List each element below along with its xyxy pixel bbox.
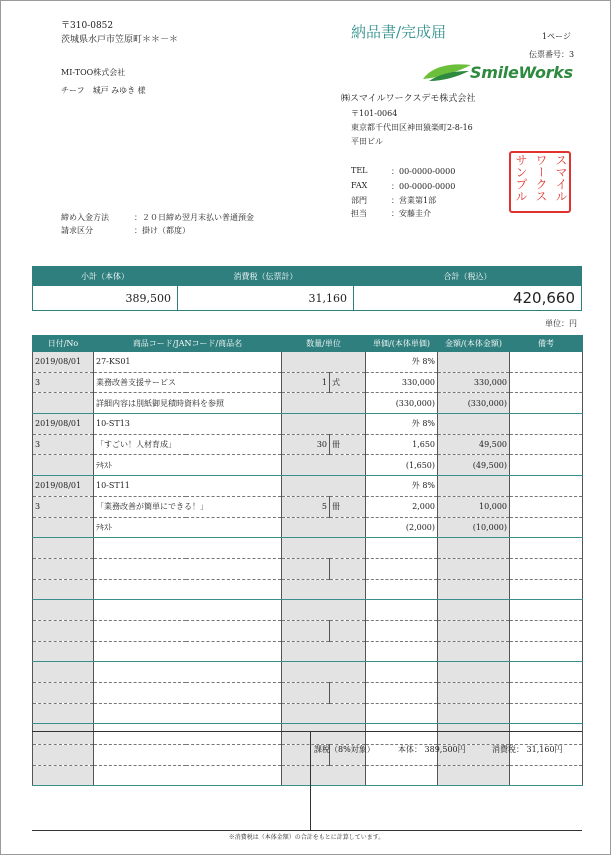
empty-row (33, 662, 583, 683)
issuer-postal: 〒101-0064 (351, 109, 398, 118)
detail-table (32, 335, 582, 786)
divider (310, 732, 311, 830)
total-value: 420,660 (354, 286, 582, 311)
dept-label: 部門 (351, 196, 367, 205)
subtotal-value: 389,500 (33, 286, 178, 311)
table-row: ﾃｷｽﾄ (2,000) (10,000) (33, 517, 583, 538)
fax-value: ：00-0000-0000 (391, 182, 456, 191)
total-header: 合計（税込） (354, 267, 582, 286)
fax-label: FAX (351, 181, 368, 190)
slip-number: 伝票番号：3 (529, 50, 575, 59)
col-quantity: 数量/単位 (282, 335, 366, 352)
tax-footnote: ※消費税は（本体金額）の合計をもとに計算しています。 (228, 834, 385, 841)
col-notes: 備考 (510, 335, 583, 352)
tel-value: ：00-0000-0000 (391, 167, 456, 176)
leaf-icon (419, 61, 473, 83)
empty-row (33, 641, 583, 662)
recipient-company: MI-TOO株式会社 (61, 68, 126, 77)
empty-row (33, 620, 583, 641)
stamp-col-1: スマイル (554, 154, 568, 202)
page-number: 1ページ (542, 32, 571, 41)
taxable-label: 課税（8%対象） (314, 745, 375, 754)
col-price: 単価/(本体単価) (366, 335, 438, 352)
issuer-building: 平田ビル (351, 137, 383, 146)
staff-value: ：安藤圭介 (391, 209, 431, 218)
empty-row (33, 683, 583, 704)
billing-category-label: 請求区分 (61, 226, 93, 235)
recipient-postal: 〒310-0852 (61, 21, 114, 31)
empty-row (33, 538, 583, 559)
taxable-base: 本体： 389,500円 (398, 745, 466, 754)
empty-row (33, 600, 583, 621)
recipient-address: 茨城県水戸市笠原町＊＊－＊ (61, 35, 179, 45)
tax-value: 31,160 (178, 286, 354, 311)
company-seal-stamp (509, 151, 571, 213)
table-row: 2019/08/01 27-KS01 外 8% (33, 352, 583, 372)
table-row: 3 「すごい！人材育成」 30 冊 1,650 49,500 (33, 434, 583, 455)
stamp-col-3: サンプル (514, 154, 528, 202)
issuer-company: ㈱スマイルワークスデモ株式会社 (341, 94, 476, 104)
tel-label: TEL (351, 166, 368, 175)
empty-row (33, 579, 583, 600)
company-logo (419, 61, 473, 87)
taxable-tax: 消費税： 31,160円 (492, 745, 563, 754)
subtotal-header: 小計（本体） (33, 267, 178, 286)
stamp-col-2: ワークス (534, 154, 548, 202)
document-title: 納品書/完成届 (351, 23, 447, 41)
staff-label: 担当 (351, 209, 367, 218)
recipient-person: チーフ 城戸 みゆき 様 (61, 86, 146, 95)
table-row: 3 業務改善支援サービス 1 式 330,000 330,000 (33, 372, 583, 393)
empty-row (33, 558, 583, 579)
billing-category-value: ：掛け（都度） (134, 226, 190, 235)
dept-value: ：営業第1部 (391, 196, 437, 205)
table-row: 2019/08/01 10-ST13 外 8% (33, 414, 583, 435)
tax-summary-box (32, 731, 582, 831)
col-product: 商品コード/JANコード/商品名 (94, 335, 282, 352)
table-row: 2019/08/01 10-ST11 外 8% (33, 476, 583, 497)
empty-row (33, 703, 583, 724)
table-row: ﾃｷｽﾄ (1,650) (49,500) (33, 455, 583, 476)
issuer-address: 東京都千代田区神田猿楽町2-8-16 (351, 123, 473, 132)
col-amount: 金額/(本体金額) (438, 335, 510, 352)
table-row: 3 「業務改善が簡単にできる！」 5 冊 2,000 10,000 (33, 496, 583, 517)
col-date: 日付/No (33, 335, 94, 352)
currency-unit: 単位：円 (545, 319, 577, 328)
tax-header: 消費税（伝票計） (178, 267, 354, 286)
payment-method-value: ：２０日締め翌月末払い普通預金 (134, 213, 254, 222)
summary-table (32, 266, 582, 311)
logo-text: SmileWorks (470, 63, 573, 82)
payment-method-label: 締め入金方法 (61, 213, 109, 222)
table-row: 詳細内容は別紙御見積時資料を参照 (330,000) (330,000) (33, 393, 583, 414)
